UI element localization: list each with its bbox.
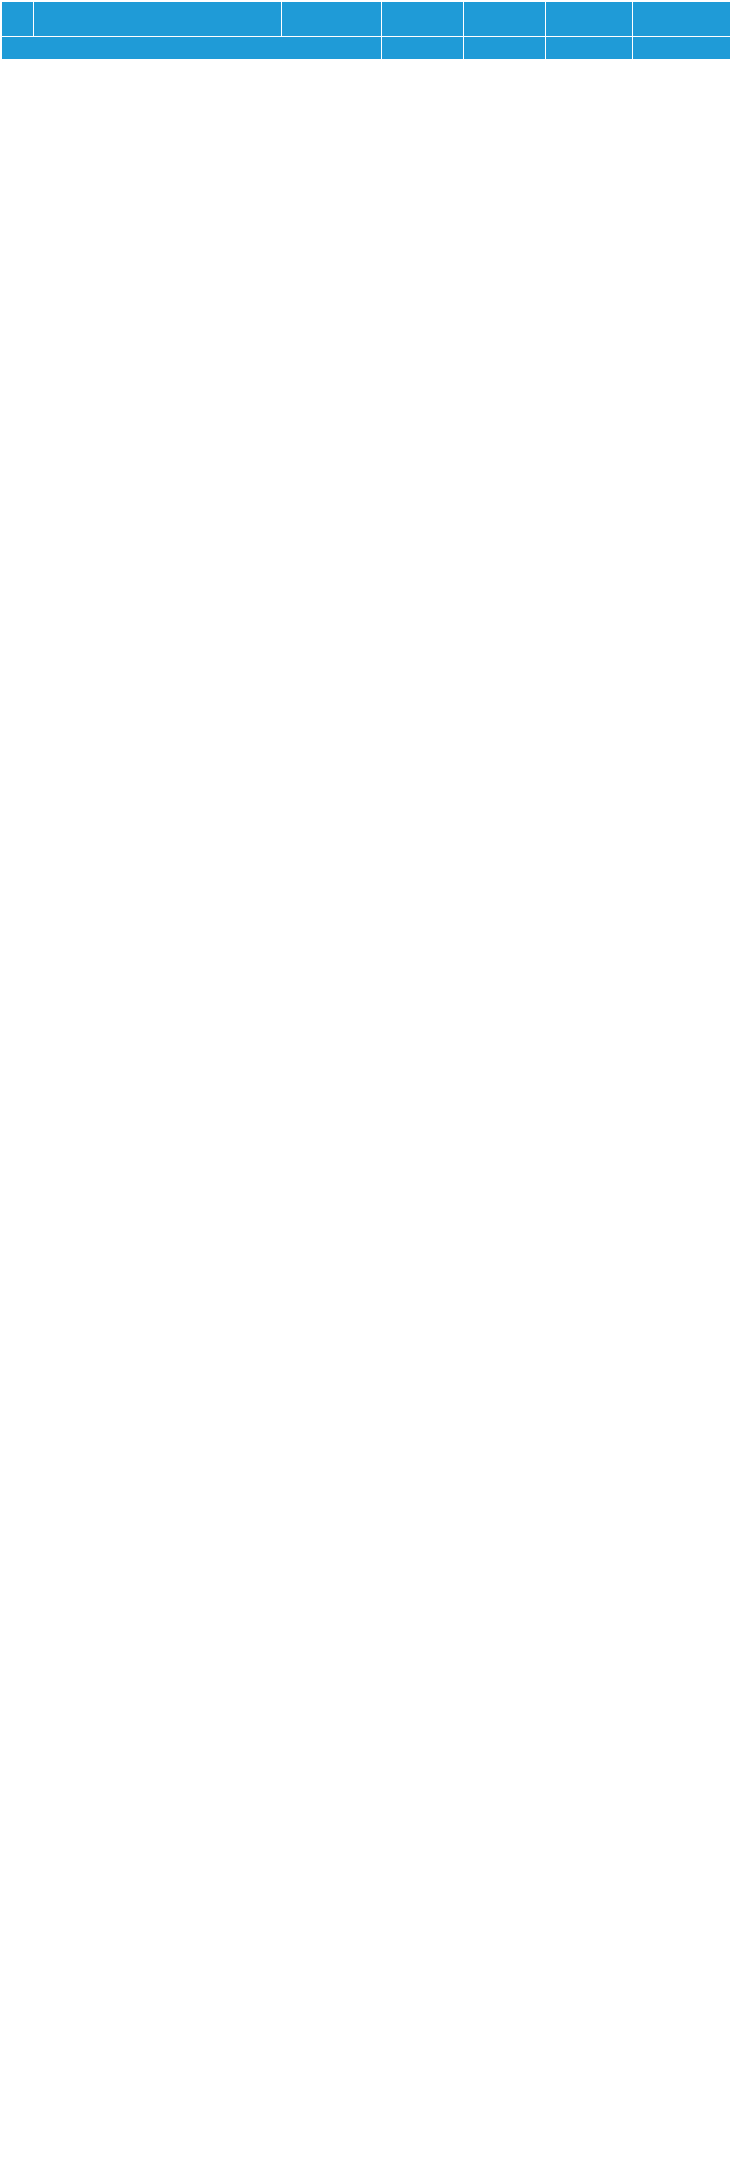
total-label (2, 37, 382, 60)
header-row (2, 2, 731, 37)
land-transaction-table (1, 1, 731, 60)
total-area (382, 37, 464, 60)
header-floor-price (546, 2, 633, 37)
total-empty-floor (546, 37, 633, 60)
header-no (2, 2, 34, 37)
total-price (464, 37, 546, 60)
header-linked-price (633, 2, 731, 37)
header-land-use (282, 2, 382, 37)
header-parcel-name (34, 2, 282, 37)
header-total-price (464, 2, 546, 37)
header-land-area (382, 2, 464, 37)
total-row (2, 37, 731, 60)
total-empty-linked (633, 37, 731, 60)
